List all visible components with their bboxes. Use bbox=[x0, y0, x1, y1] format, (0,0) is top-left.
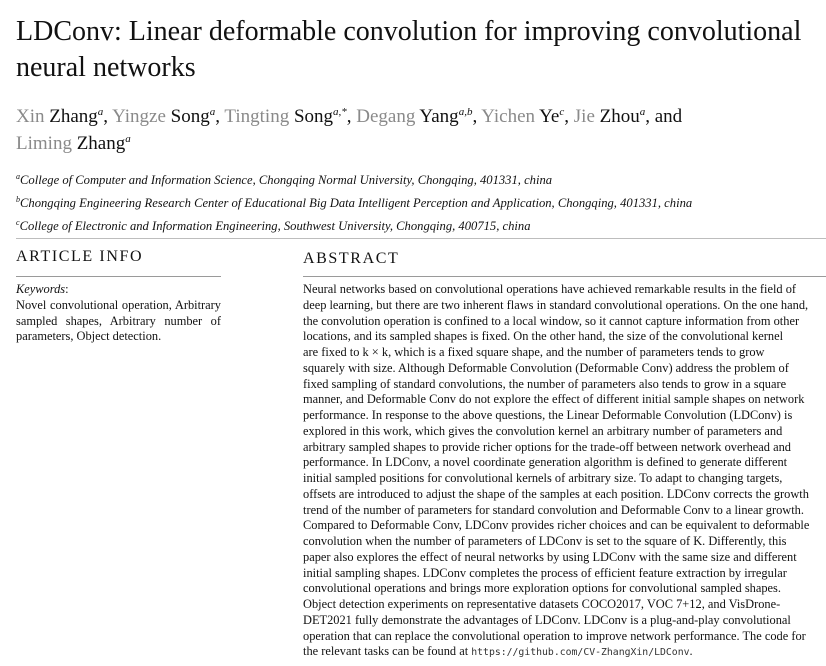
author-affiliation-mark: a,* bbox=[333, 106, 347, 118]
abstract-line: trend of the number of parameters for standard convolution and Deformable Conv to a linear growth. bbox=[303, 502, 804, 517]
abstract-line: Neural networks based on convolutional operations have achieved remarkable results in the field of bbox=[303, 282, 797, 296]
article-info-divider bbox=[16, 276, 221, 277]
abstract-line: convolution when the number of parameters of LDConv is set to the square of K. Differently, this bbox=[303, 534, 787, 548]
affiliation bbox=[16, 213, 826, 236]
abstract-body bbox=[303, 282, 826, 661]
author-given-name: Xin bbox=[16, 106, 45, 127]
keywords-text: Novel convolutional operation, Arbitrary sampled shapes, Arbitrary number of parameters, Object detection. bbox=[16, 297, 221, 344]
abstract-last-text: the relevant tasks can be found at bbox=[303, 644, 472, 659]
abstract-line: locations, and its sampled shapes is fixed. On the other hand, the size of the convolutional kernel bbox=[303, 329, 784, 344]
affiliation-text: Chongqing Engineering Research Center of Educational Big Data Intelligent Perception and Application, Chongqing, 401331, china bbox=[20, 196, 693, 210]
header-divider bbox=[16, 238, 826, 239]
abstract-line: performance. In response to the above questions, the Linear Deformable Convolution (LDConv) is bbox=[303, 408, 793, 422]
abstract-line: paper also explores the effect of neural networks by using LDConv with the same size and different bbox=[303, 549, 797, 564]
author-given-name: Yichen bbox=[481, 106, 536, 127]
author bbox=[16, 106, 112, 127]
author bbox=[112, 106, 224, 127]
author-family-name: Zhang bbox=[49, 106, 98, 127]
abstract-line: Compared to Deformable Conv, LDConv provides richer choices and can be equivalent to deformable bbox=[303, 518, 810, 533]
author bbox=[481, 106, 574, 127]
abstract-line: squarely with size. Although Deformable Convolution (Deformable Conv) address the problem of bbox=[303, 360, 789, 375]
abstract-last-line bbox=[303, 644, 826, 661]
abstract-line: Object detection experiments on representative datasets COCO2017, VOC 7+12, and VisDrone- bbox=[303, 597, 781, 611]
author-family-name: Song bbox=[170, 106, 210, 127]
abstract-line: offsets are introduced to adjust the shape of the samples at each position. LDConv corrects the growth bbox=[303, 486, 809, 501]
abstract-last-period: . bbox=[689, 644, 693, 659]
affiliation-text: College of Electronic and Information Engineering, Southwest University, Chongqing, 400715, china bbox=[19, 219, 531, 233]
keywords-block: Keywords: Novel convolutional operation, Arbitrary sampled shapes, Arbitrary number of parameters, Object detection. bbox=[16, 282, 221, 344]
author-given-name: Degang bbox=[356, 106, 416, 127]
affiliation bbox=[16, 167, 826, 190]
affiliation-list bbox=[16, 167, 826, 236]
author-family-name: Zhou bbox=[599, 106, 640, 127]
author-affiliation-mark: a bbox=[209, 106, 216, 118]
abstract-line: deep learning, but there are two inherent flaws in standard convolutional operations. On the one hand, bbox=[303, 297, 809, 312]
author-family-name: Song bbox=[293, 106, 334, 127]
paper-title: LDConv: Linear deformable convolution for improving convolutional neural networks bbox=[16, 16, 802, 83]
abstract-line: explored in this work, which gives the convolution kernel an arbitrary number of parameters and bbox=[303, 423, 783, 438]
author-family-name: Yang bbox=[419, 106, 459, 127]
affiliation-mark: a bbox=[16, 172, 20, 181]
abstract-line: fixed sampling of standard convolutions, the number of parameters also tends to grow in a square bbox=[303, 376, 787, 391]
author-affiliation-mark: c bbox=[559, 106, 565, 118]
author-list bbox=[16, 101, 816, 155]
author-given-name: Yingze bbox=[112, 106, 166, 127]
abstract-line: operation that can replace the convolutional operation to improve network performance. The code for bbox=[303, 628, 806, 643]
author-separator: , bbox=[215, 106, 225, 127]
affiliation-mark: c bbox=[16, 218, 20, 227]
author-given-name: Tingting bbox=[224, 106, 290, 127]
abstract-line: the convolution operation is confined to a local window, so it cannot capture information from other bbox=[303, 313, 800, 328]
author-affiliation-mark: a bbox=[97, 106, 104, 118]
author-separator: , bbox=[472, 106, 482, 127]
author-separator: , bbox=[564, 106, 574, 127]
author-given-name: Jie bbox=[573, 106, 595, 127]
author-affiliation-mark: a,b bbox=[458, 106, 473, 118]
article-info-heading: ARTICLE INFO bbox=[16, 248, 144, 265]
author-separator: , and bbox=[645, 106, 683, 127]
abstract-line: initial sampled positions for convolutional kernels of arbitrary size. To adapt to changing targets, bbox=[303, 471, 783, 485]
abstract-line: performance. In LDConv, a novel coordinate generation algorithm is defined to generate different bbox=[303, 455, 788, 470]
author-separator: , bbox=[103, 106, 113, 127]
abstract-line: manner, and Deformable Conv do not explore the effect of different initial sample shapes on network bbox=[303, 392, 805, 407]
author-separator: , bbox=[346, 106, 357, 127]
author bbox=[16, 133, 131, 154]
keywords-label: Keywords bbox=[16, 282, 66, 296]
author bbox=[356, 106, 481, 127]
author-affiliation-mark: a bbox=[639, 106, 646, 118]
abstract-line: are fixed to k × k, which is a fixed square shape, and the number of parameters tends to grow bbox=[303, 345, 765, 359]
abstract-line: arbitrary sampled shapes to provide richer options for the trade-off between network overhead and bbox=[303, 439, 791, 454]
code-link[interactable]: https://github.com/CV-ZhangXin/LDConv bbox=[471, 647, 690, 659]
author-family-name: Ye bbox=[539, 106, 560, 127]
affiliation-text: College of Computer and Information Science, Chongqing Normal University, Chongqing, 401331, china bbox=[20, 173, 553, 187]
affiliation bbox=[16, 190, 826, 213]
abstract-heading: ABSTRACT bbox=[303, 250, 400, 267]
author-affiliation-mark: a bbox=[125, 133, 131, 145]
author-family-name: Zhang bbox=[76, 133, 126, 154]
author-given-name: Liming bbox=[16, 133, 72, 154]
abstract-line: convolutional operations and brings more exploration options for convolutional sampled shapes. bbox=[303, 581, 781, 596]
author bbox=[574, 106, 682, 127]
abstract-divider bbox=[303, 276, 826, 277]
affiliation-mark: b bbox=[16, 195, 20, 204]
abstract-line: initial sampling shapes. LDConv completes the process of efficient feature extraction by irregular bbox=[303, 565, 787, 580]
abstract-line: DET2021 fully demonstrate the advantages of LDConv. LDConv is a plug-and-play convolutional bbox=[303, 612, 791, 627]
author bbox=[224, 106, 356, 127]
